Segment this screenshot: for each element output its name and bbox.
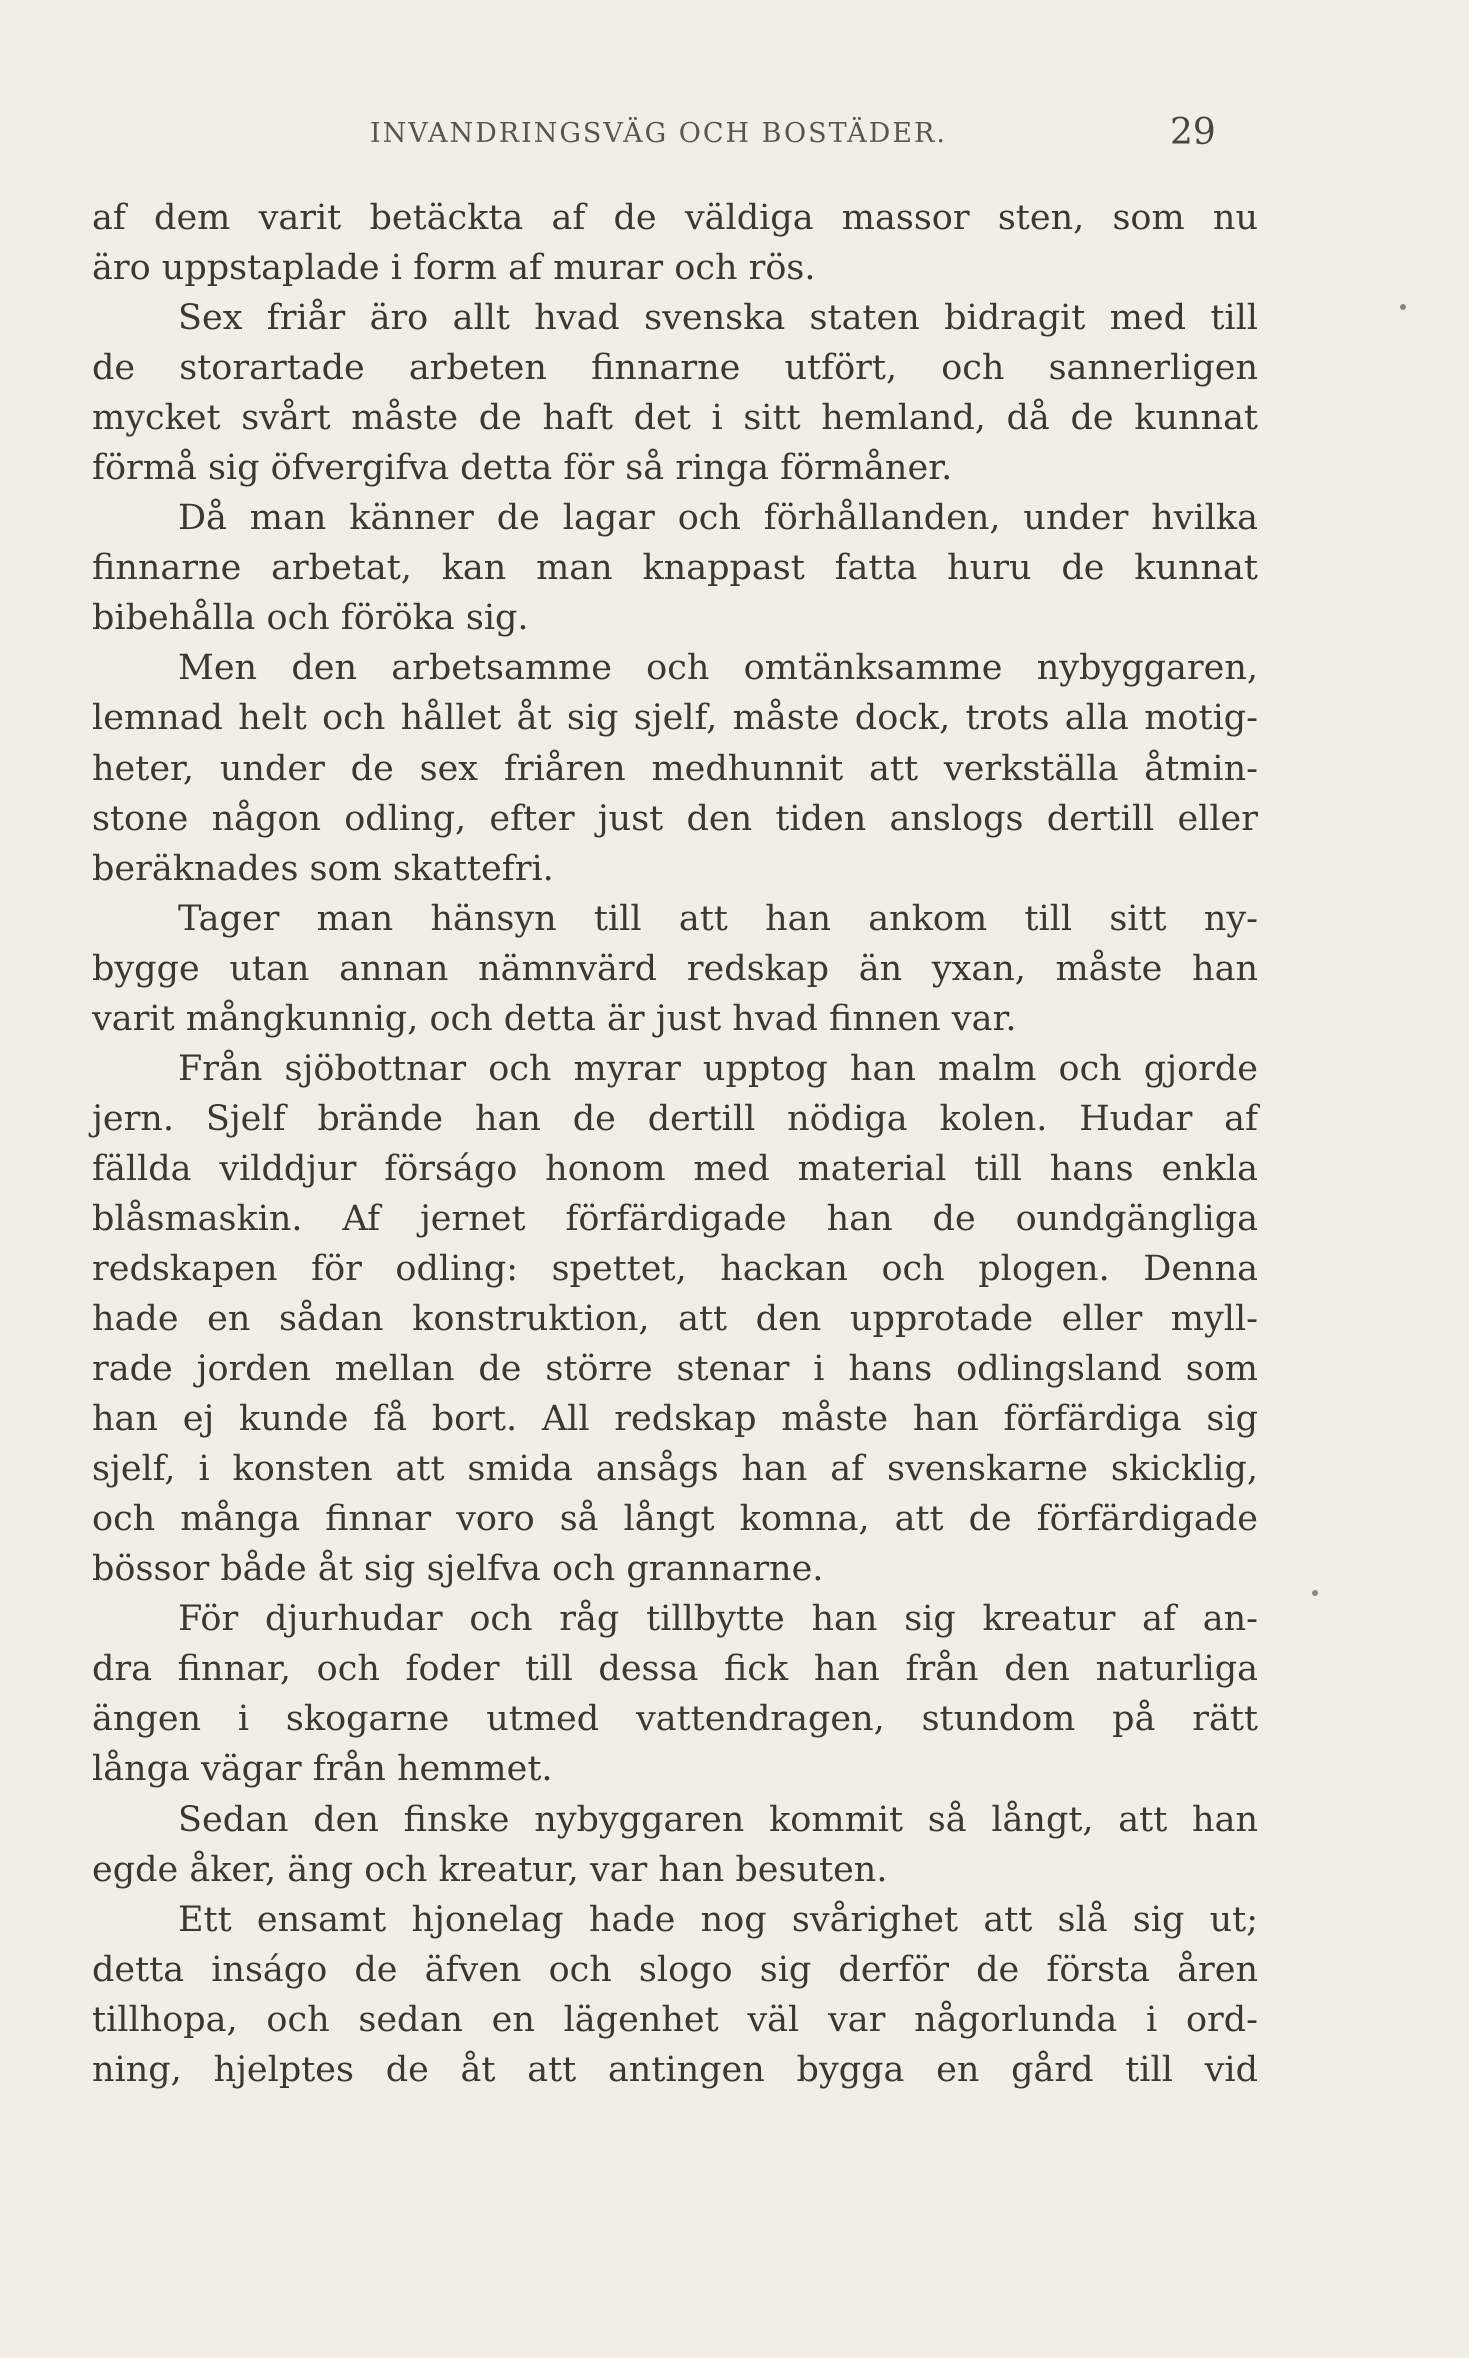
text-line: långa vägar från hemmet. [92,1749,553,1790]
text-line: lemnad helt och hållet åt sig sjelf, måste dock, trots alla motig- [92,698,1258,739]
text-line: bygge utan annan nämnvärd redskap än yxan, måste han [92,948,1258,989]
text-line: Ett ensamt hjonelag hade nog svårighet att slå sig ut; [178,1899,1258,1940]
text-line: redskapen för odling: spettet, hackan och plogen. Denna [92,1248,1258,1289]
text-line: sjelf, i konsten att smida ansågs han af svenskarne skicklig, [92,1449,1258,1490]
text-line: Då man känner de lagar och förhållanden, under hvilka [178,498,1258,539]
text-line: stone någon odling, efter just den tiden anslogs dertill eller [92,798,1258,839]
text-line: hade en sådan konstruktion, att den upprotade eller myll- [92,1299,1258,1340]
text-line: För djurhudar och råg tillbytte han sig kreatur af an- [178,1599,1258,1640]
text-line: och många finnar voro så långt komna, att de förfärdigade [92,1499,1258,1540]
text-line: mycket svårt måste de haft det i sitt hemland, då de kunnat [92,398,1258,439]
text-line: jern. Sjelf brände han de dertill nödiga kolen. Hudar af [92,1098,1258,1139]
text-line: ängen i skogarne utmed vattendragen, stundom på rätt [92,1699,1258,1740]
text-line: heter, under de sex friåren medhunnit att verkställa åtmin- [92,748,1258,789]
text-line: af dem varit betäckta af de väldiga massor sten, som nu [92,198,1258,238]
text-line: beräknades som skattefri. [92,848,554,889]
text-line: Tager man hänsyn till att han ankom till sitt ny- [178,898,1258,939]
text-line: detta inságo de äfven och slogo sig derför de första åren [92,1949,1258,1990]
text-line: fällda vilddjur förságo honom med material till hans enkla [92,1148,1258,1189]
text-line: Från sjöbottnar och myrar upptog han malm och gjorde [178,1048,1258,1089]
text-line: ning, hjelptes de åt att antingen bygga en gård till vid [92,2049,1258,2090]
text-line: förmå sig öfvergifva detta för så ringa förmåner. [92,448,953,489]
text-line: varit mångkunnig, och detta är just hvad finnen var. [92,998,1017,1039]
text-line: Men den arbetsamme och omtänksamme nybyggaren, [178,648,1258,689]
text-line: de storartade arbeten finnarne utfört, och sannerligen [92,348,1258,389]
text-line: Sex friår äro allt hvad svenska staten bidragit med till [178,298,1258,339]
text-line: egde åker, äng och kreatur, var han besuten. [92,1849,888,1890]
body-text [92,193,1258,2095]
text-line: blåsmaskin. Af jernet förfärdigade han de oundgängliga [92,1198,1258,1239]
text-line: han ej kunde få bort. All redskap måste han förfärdiga sig [92,1399,1258,1440]
running-head: INVANDRINGSVÄG OCH BOSTÄDER. [370,118,947,149]
text-line: rade jorden mellan de större stenar i hans odlingsland som [92,1349,1258,1390]
text-line: dra finnar, och foder till dessa fick han från den naturliga [92,1649,1258,1690]
text-line: Sedan den finske nybyggaren kommit så långt, att han [178,1799,1258,1840]
text-line: tillhopa, och sedan en lägenhet väl var någorlunda i ord- [92,1999,1258,2040]
page-number: 29 [1170,112,1216,153]
text-line: bössor både åt sig sjelfva och grannarne. [92,1549,824,1590]
text-line: bibehålla och föröka sig. [92,598,529,639]
print-speck [1312,1590,1318,1596]
print-speck [1400,304,1406,310]
text-line: finnarne arbetat, kan man knappast fatta huru de kunnat [92,548,1258,589]
text-line: äro uppstaplade i form af murar och rös. [92,248,816,289]
